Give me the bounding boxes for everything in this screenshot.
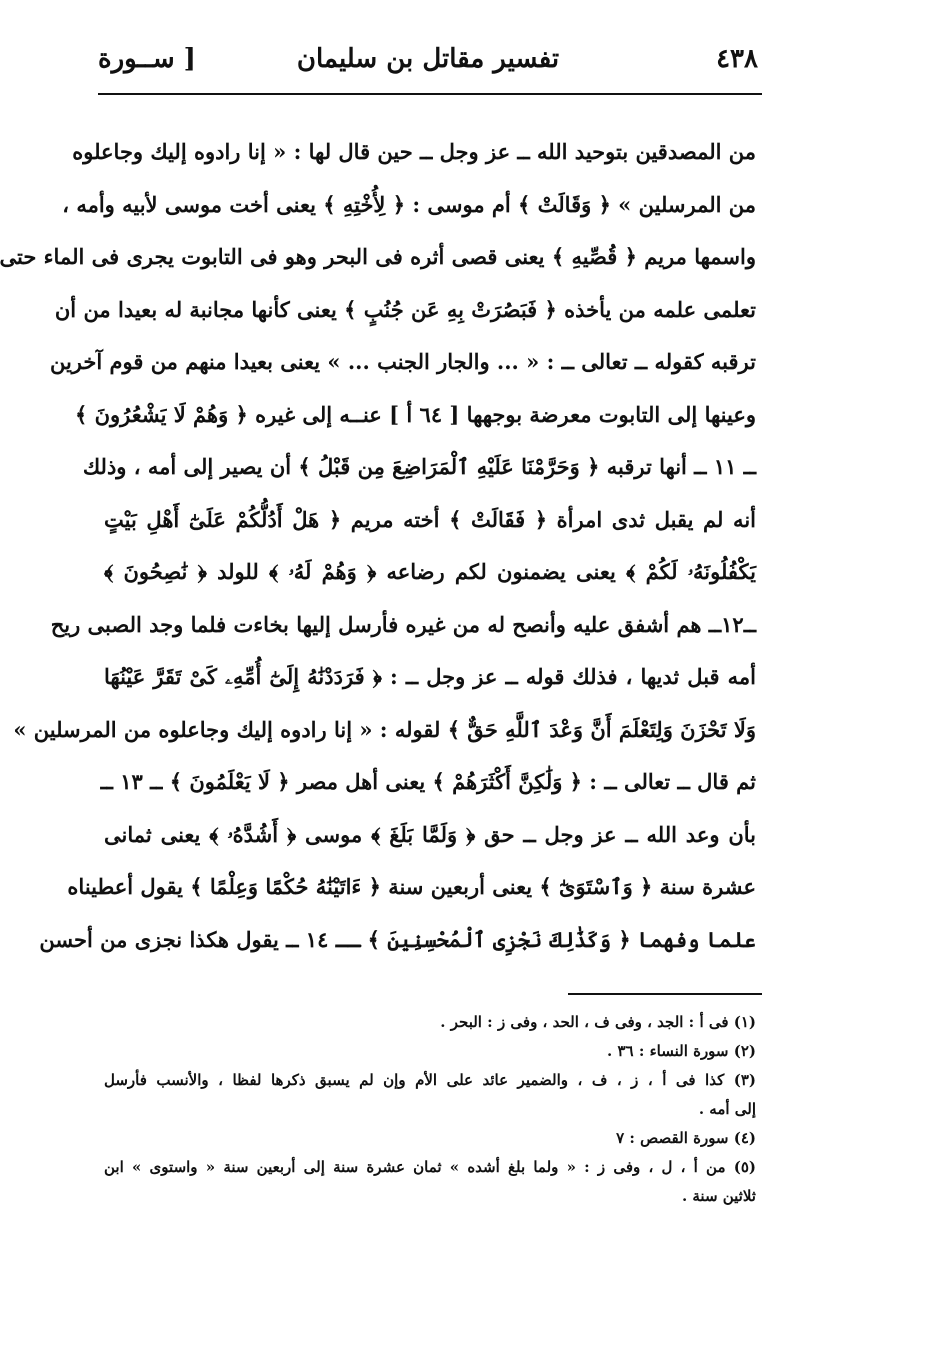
surah-label: [ ســورة (98, 44, 196, 74)
footnote-2: (٢) سورة النساء : ٣٦ . (607, 1042, 756, 1060)
footnote-3: (٣) كذا فى أ ، ز ، ف ، والضمير عائد على الأم وإن لم يسبق ذكرها لفظا ، والأنسب فأرسل (104, 1071, 756, 1089)
footnote-1: (١) فى أ : الجد ، وفى ف ، الحد ، وفى ز : البحر . (440, 1013, 756, 1031)
footnote-separator (568, 993, 762, 995)
running-title: تفسير مقاتل بن سليمان (296, 44, 560, 74)
footnote-4: (٤) سورة القصص : ٧ (616, 1129, 756, 1147)
body-line: ثم قال ــ تعالى ــ : ﴿ وَلَٰكِنَّ أَكْثَرَهُمْ ﴾ يعنى أهل مصر ﴿ لَا يَعْلَمُونَ ﴾ ــ ١٣ ــ (100, 769, 756, 794)
body-line: ــ ١١ ــ أنها ترقبه ﴿ وَحَرَّمْنَا عَلَيْهِ ٱلْمَرَاضِعَ مِن قَبْلُ ﴾ أن يصير إلى أمه ، وذلك (82, 454, 756, 479)
page-header (98, 42, 758, 86)
body-text (0, 126, 756, 966)
header-rule (98, 93, 762, 95)
body-line: ــ١٢ــ هم أشفق عليه وأنصح له من غيره فأرسل إليها بخاءت فلما وجد الصبى ريح (50, 611, 756, 637)
footnote-5: (٥) من أ ، ل ، وفى ز : « ولما بلغ أشده » ثمان عشرة سنة إلى أربعين سنة « واستوى » ابن (104, 1158, 756, 1176)
body-line: واسمها مريم ﴿ قُصِّيهِ ﴾ يعنى قصى أثره فى البحر وهو فى التابوت يجرى فى الماء حتى (0, 244, 756, 269)
body-line: وَلَا تَحْزَنَ وَلِتَعْلَمَ أَنَّ وَعْدَ ٱللَّهِ حَقٌّ ﴾ لقوله : « إنا رادوه إليك وجاعلوه من المرسلين » (13, 716, 756, 742)
body-line: ترقبه كقوله ــ تعالى ــ : « ... والجار الجنب ... » يعنى بعيدا منهم من قوم آخرين (49, 349, 756, 374)
body-line: أنه لم يقبل ثدى امرأة ﴿ فَقَالَتْ ﴾ أخته مريم ﴿ هَلْ أَدُلُّكُمْ عَلَىٰٓ أَهْلِ بَيْتٍ (104, 506, 756, 532)
body-line: تعلمى علمه من يأخذه ﴿ فَبَصُرَتْ بِهِ عَن جُنُبٍ ﴾ يعنى كأنها مجانبة له بعيدا من أن (54, 296, 756, 322)
body-line: من المرسلين » ﴿ وَقَالَتْ ﴾ أم موسى : ﴿ لِأُخْتِهِ ﴾ يعنى أخت موسى لأبيه وأمه ، (62, 191, 756, 217)
body-line: علما وفهما ﴿ وَكَذَٰلِكَ نَجْزِى ٱلْمُحْسِنِينَ ﴾ ــ ١٤ ــ يقول هكذا نجزى من أحسن (39, 926, 756, 952)
page-number: ٤٣٨ (716, 44, 758, 74)
body-line: بأن وعد الله ــ عز وجل ــ حق ﴿ وَلَمَّا بَلَغَ ﴾ موسى ﴿ أَشُدَّهُۥ ﴾ يعنى ثمانى (104, 821, 756, 847)
body-line: من المصدقين بتوحيد الله ــ عز وجل ــ حين قال لها : « إنا رادوه إليك وجاعلوه (72, 139, 756, 164)
footnote-3-continuation: إلى أمه . (698, 1100, 756, 1118)
body-line: وعينها إلى التابوت معرضة بوجهها [ ٦٤ أ ] عنــه إلى غيره ﴿ وَهُمْ لَا يَشْعُرُونَ ﴾ (74, 401, 756, 427)
body-line: أمه قبل ثديها ، فذلك قوله ــ عز وجل ــ : ﴿ فَرَدَدْنَٰهُ إِلَىٰٓ أُمِّهِۦ كَىْ تَقَرَّ عَيْنُهَا (104, 664, 756, 689)
footnotes (104, 1008, 756, 1211)
body-line: يَكْفُلُونَهُۥ لَكُمْ ﴾ يعنى يضمنون لكم رضاعه ﴿ وَهُمْ لَهُۥ ﴾ للولد ﴿ نَٰصِحُونَ ﴾ (104, 559, 756, 584)
body-line: عشرة سنة ﴿ وَٱسْتَوَىٰٓ ﴾ يعنى أربعين سنة ﴿ ءَاتَيْنَٰهُ حُكْمًا وَعِلْمًا ﴾ يقول أعطيناه (67, 874, 756, 899)
footnote-5-continuation: ثلاثين سنة . (681, 1187, 756, 1205)
